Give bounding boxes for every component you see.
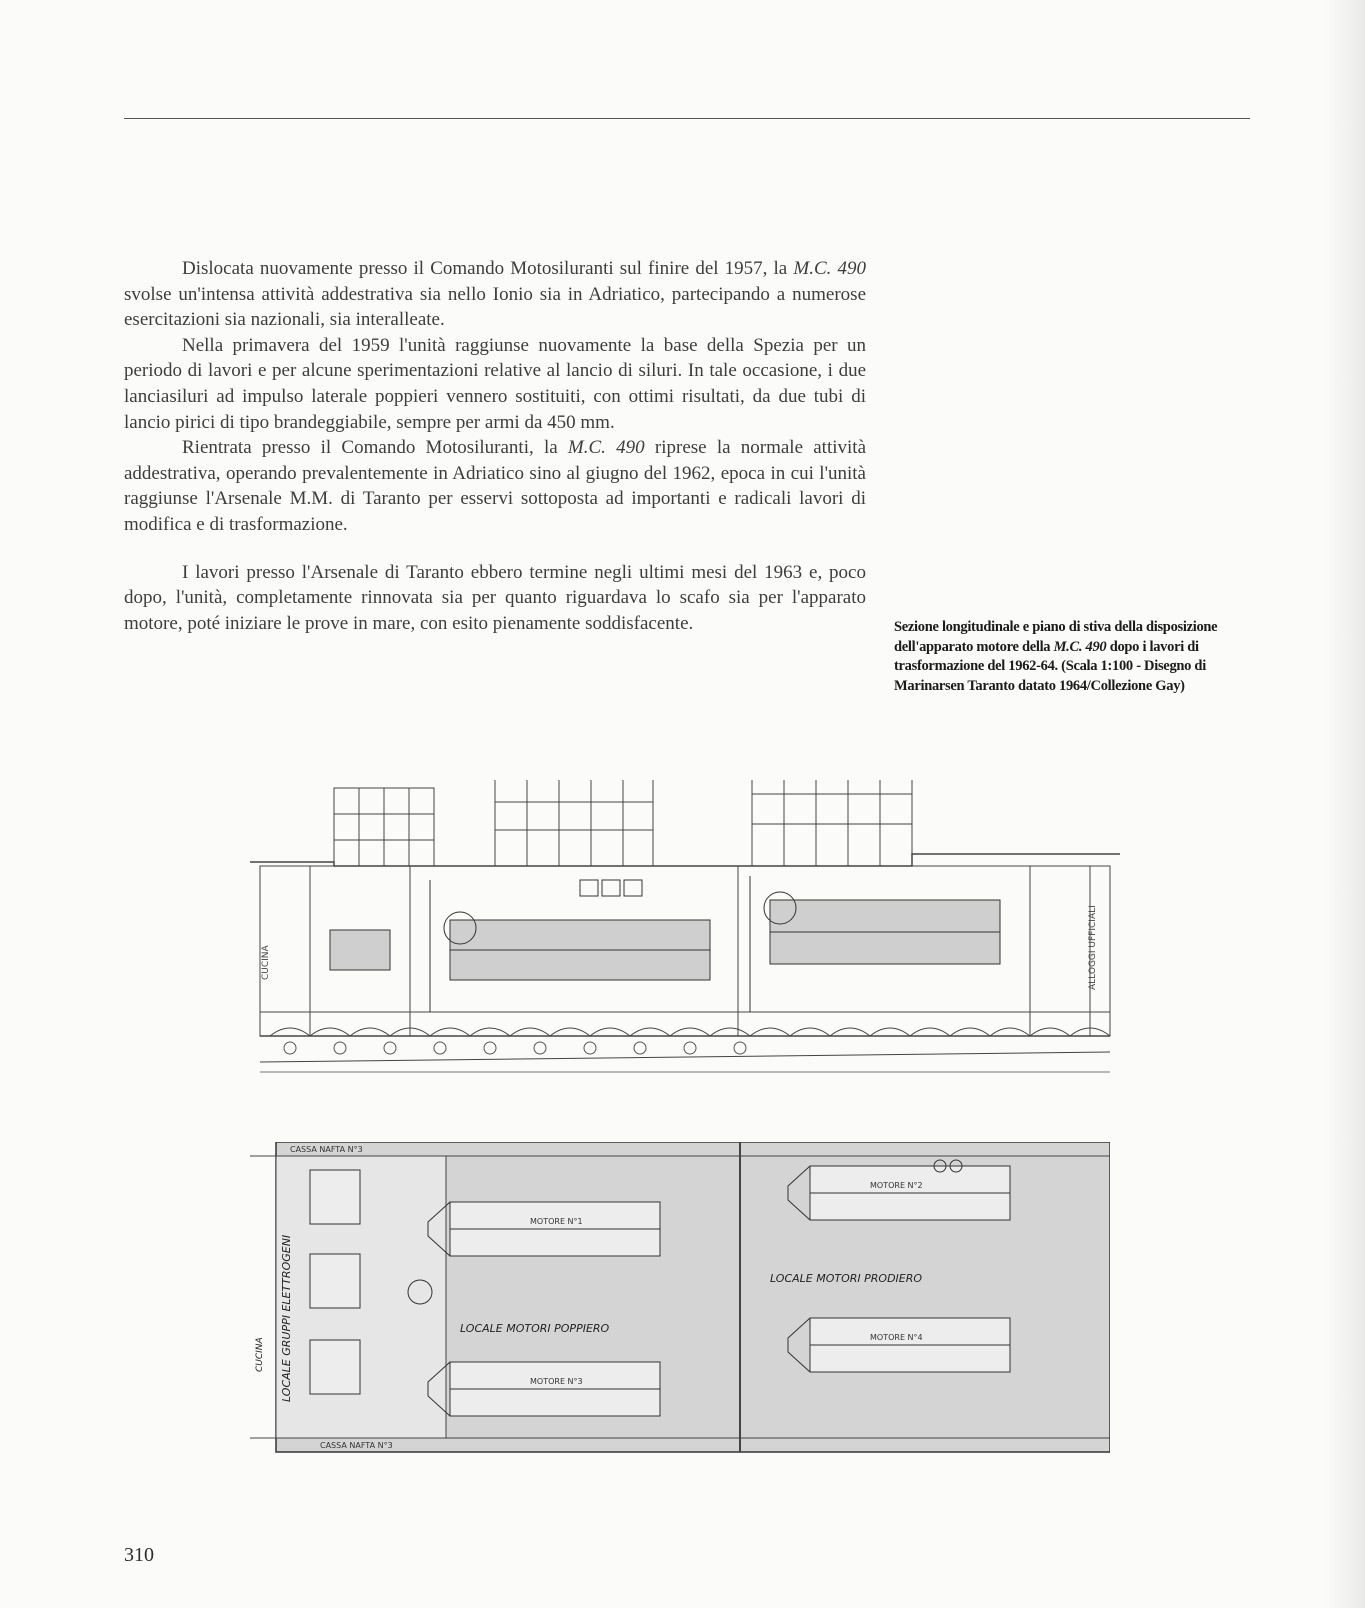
header-rule <box>124 118 1250 119</box>
paragraph-2: Nella primavera del 1959 l'unità raggiunse nuovamente la base della Spezia per un periodo di lavori e per alcune sperimentazioni relative al lancio di siluri. In tale occasione, i due lanciasiluri ad impulso laterale poppieri vennero sostituiti, con ottimi risultati, da due tubi di lancio pirici di tipo brandeggiabile, sempre per armi da 450 mm. <box>124 334 866 433</box>
plan-label-fuel-top: CASSA NAFTA N°3 <box>290 1145 363 1154</box>
section-label-officers: ALLOGGI UFFICIALI <box>1088 905 1098 990</box>
plan-label-motor-2: MOTORE N°2 <box>870 1181 923 1190</box>
section-label-galley: CUCINA <box>261 945 271 980</box>
page-edge-shadow <box>1325 0 1365 1608</box>
plan-label-fuel-bottom: CASSA NAFTA N°3 <box>320 1441 393 1450</box>
plan-label-generators: LOCALE GRUPPI ELETTROGENI <box>280 1234 293 1402</box>
hold-plan-drawing <box>250 1142 1110 1470</box>
plan-label-motor-1: MOTORE N°1 <box>530 1217 583 1226</box>
body-text <box>124 256 866 636</box>
page-number: 310 <box>124 1544 154 1566</box>
plan-label-galley: CUCINA <box>255 1337 265 1372</box>
plan-label-aft-engines: LOCALE MOTORI POPPIERO <box>460 1322 610 1335</box>
longitudinal-section-drawing <box>250 780 1120 1100</box>
plan-label-motor-4: MOTORE N°4 <box>870 1333 923 1342</box>
plan-label-motor-3: MOTORE N°3 <box>530 1377 583 1386</box>
paragraph-4: I lavori presso l'Arsenale di Taranto ebbero termine negli ultimi mesi del 1963 e, poco dopo, l'unità, completamente rinnovata sia per quanto riguardava lo scafo sia per l'apparato motore, poté iniziare le prove in mare, con esito pienamente soddisfacente. <box>124 561 866 634</box>
paragraph-3: Rientrata presso il Comando Motosiluranti, la M.C. 490 riprese la normale attività addestrativa, operando prevalentemente in Adriatico sino al giugno del 1962, epoca in cui l'unità raggiunse l'Arsenale M.M. di Taranto per esservi sottoposta ad importanti e radicali lavori di modifica e di trasformazione. <box>124 437 866 535</box>
paragraph-1: Dislocata nuovamente presso il Comando Motosiluranti sul finire del 1957, la M.C. 490 svolse un'intensa attività addestrativa sia nello Ionio sia in Adriatico, partecipando a numerose esercitazioni sia nazionali, sia interalleate. <box>124 258 866 331</box>
plan-label-fwd-engines: LOCALE MOTORI PRODIERO <box>770 1272 923 1285</box>
figure-caption: Sezione longitudinale e piano di stiva della disposizione dell'apparato motore della M.C. 490 dopo i lavori di trasformazione del 1962-64. (Scala 1:100 - Disegno di Marinarsen Taranto datato 1964/Collezione Gay) <box>894 619 1218 694</box>
